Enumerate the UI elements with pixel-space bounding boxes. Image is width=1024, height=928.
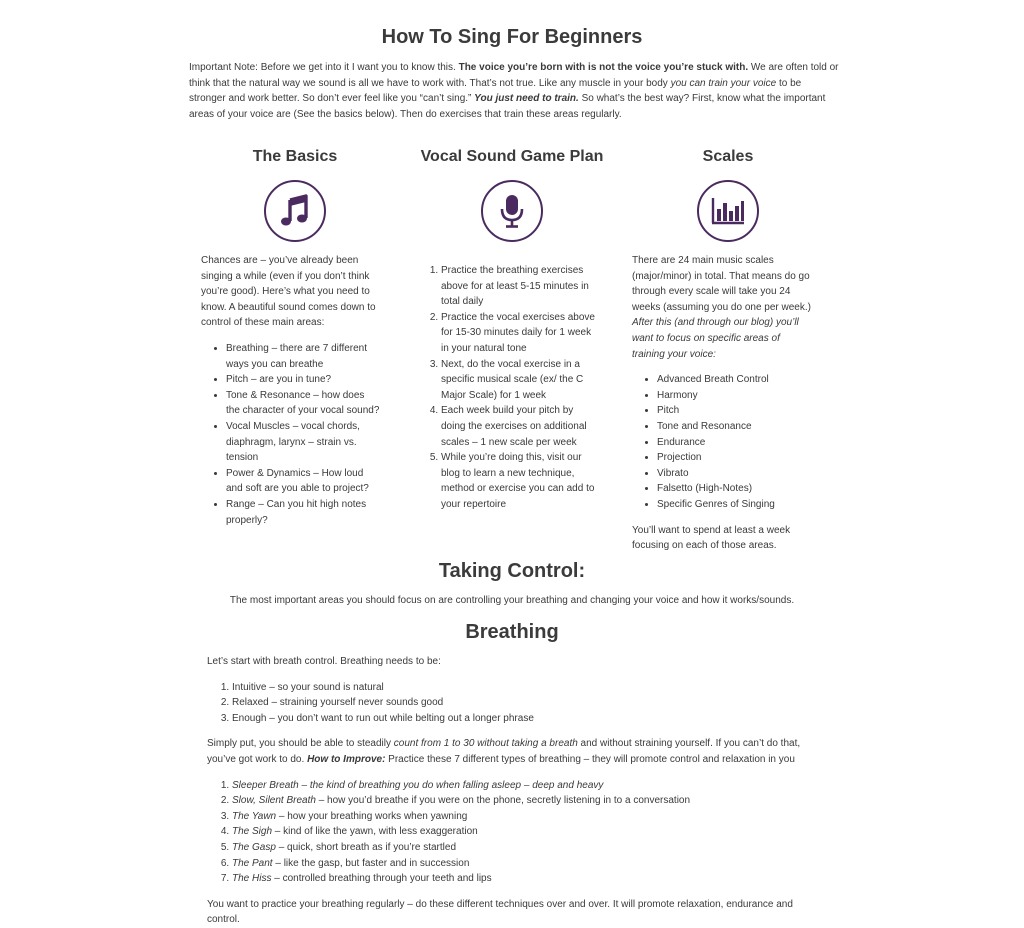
plan-list — [416, 263, 596, 513]
breathing-needs-list — [207, 680, 807, 727]
intro-italic: you can train your voice — [670, 77, 777, 89]
scales-text-italic: After this (and through our blog) you’ll want to focus on specific areas of training your voice: — [632, 317, 799, 360]
breathing-italic: count from 1 to 30 without taking a breath — [393, 738, 578, 750]
list-item: 4. Each week build your pitch by doing the exercises on additional scales – 1 new scale per week — [441, 403, 596, 450]
intro-bold: The voice you’re born with is not the voice you’re stuck with. — [458, 62, 749, 73]
list-item — [232, 824, 807, 840]
list-item: 5. While you’re doing this, visit our blog to learn a new technique, method or exercise you can add to your repertoire — [441, 450, 596, 512]
music-note-icon — [264, 180, 326, 242]
breath-type-name: Sleeper Breath – the kind of breathing you do when falling asleep – deep and heavy — [232, 779, 604, 791]
list-item — [232, 809, 807, 825]
breathing-types-list — [207, 778, 807, 887]
taking-control-heading: Taking Control: — [438, 560, 586, 582]
list-item: • Harmony — [657, 388, 812, 404]
breathing-text: and without straining yourself. If you can’t do that, you’ve got work to do. — [207, 738, 801, 765]
taking-control-text: The most important areas you should focus on are controlling your breathing and changing your voice and how it works/sounds. — [229, 595, 795, 606]
list-item: 1. Practice the breathing exercises above for at least 5-15 minutes in total daily — [441, 263, 596, 310]
intro-paragraph — [189, 60, 839, 122]
breathing-text: Practice these 7 different types of breathing – they will promote control and relaxation in you — [385, 753, 795, 765]
breath-type-desc: – kind of like the yawn, with less exaggeration — [272, 826, 478, 838]
list-item: 3. Enough – you don’t want to run out while belting out a longer phrase — [232, 711, 807, 727]
breath-type-desc: – how your breathing works when yawning — [276, 810, 468, 822]
breathing-bold-italic: How to Improve: — [307, 753, 386, 765]
breath-type-name: The Yawn — [232, 810, 277, 822]
breath-type-name: The Gasp — [232, 841, 276, 853]
intro-text: So what’s the best way? First, know what the important areas of your voice are (See the basics below). Then do exercises that train these areas regularly. — [189, 93, 826, 120]
basics-heading: The Basics — [252, 148, 338, 165]
list-item: • Breathing – there are 7 different ways you can breathe — [226, 341, 381, 372]
plan-body — [416, 263, 596, 513]
bar-chart-icon — [697, 180, 759, 242]
breath-type-desc: – controlled breathing through your teeth and lips — [271, 873, 492, 885]
intro-text: to be stronger and work better. So don’t ever feel like you “can’t sing.” — [189, 77, 802, 105]
breath-type-name: The Hiss — [232, 873, 272, 885]
basics-body — [201, 253, 381, 528]
list-item: • Specific Genres of Singing — [657, 497, 812, 513]
plan-heading: Vocal Sound Game Plan — [420, 148, 604, 165]
basics-column — [190, 146, 400, 242]
breath-type-desc: – like the gasp, but faster and in succession — [272, 857, 470, 869]
scales-body — [632, 253, 812, 554]
breathing-lead: Let’s start with breath control. Breathing needs to be: — [207, 656, 441, 667]
scales-column — [623, 146, 833, 242]
list-item — [232, 778, 807, 794]
list-item: 1. Intuitive – so your sound is natural — [232, 680, 807, 696]
list-item: • Pitch — [657, 403, 812, 419]
list-item: • Tone & Resonance – how does the character of your vocal sound? — [226, 388, 381, 419]
list-item: • Falsetto (High-Notes) — [657, 481, 812, 497]
list-item — [232, 840, 807, 856]
breathing-heading: Breathing — [465, 621, 559, 643]
breath-type-name: Slow, Silent Breath — [232, 795, 316, 807]
breath-type-desc: – how you’d breathe if you were on the phone, secretly listening in to a conversation — [315, 795, 691, 807]
intro-bold-italic: You just need to train. — [474, 93, 579, 105]
list-item: • Endurance — [657, 435, 812, 451]
list-item: • Projection — [657, 450, 812, 466]
basics-list — [201, 341, 381, 528]
intro-text: We are often told or think that the natural way we sound is all we have to work with. That’s not true. Like any muscle in your body — [189, 62, 839, 89]
list-item: • Power & Dynamics – How loud and soft are you able to project? — [226, 466, 381, 497]
list-item: 3. Next, do the vocal exercise in a specific musical scale (ex/ the C Major Scale) for 1 week — [441, 357, 596, 404]
microphone-icon — [481, 180, 543, 242]
breathing-paragraph — [207, 736, 807, 767]
plan-column — [407, 146, 617, 242]
list-item — [232, 871, 807, 887]
list-item: 2. Relaxed – straining yourself never sounds good — [232, 695, 807, 711]
list-item: 2. Practice the vocal exercises above for 15-30 minutes daily for 1 week in your natural tone — [441, 310, 596, 357]
breath-type-name: The Pant — [232, 857, 273, 869]
scales-text: There are 24 main music scales (major/minor) in total. That means do go through every scale will take you 24 weeks (assuming you do one per week.) — [632, 255, 811, 313]
breath-type-name: The Sigh — [232, 826, 273, 838]
list-item: • Pitch – are you in tune? — [226, 372, 381, 388]
list-item — [232, 856, 807, 872]
breathing-closing: You want to practice your breathing regularly – do these different techniques over and over. It will promote relaxation, endurance and control. — [207, 898, 793, 926]
list-item: • Advanced Breath Control — [657, 372, 812, 388]
breath-type-desc: – quick, short breath as if you’re startled — [275, 841, 457, 853]
scales-after-text: You’ll want to spend at least a week focusing on each of those areas. — [632, 524, 791, 552]
list-item: • Range – Can you hit high notes properly? — [226, 497, 381, 528]
scales-list — [632, 372, 812, 512]
basics-text: Chances are – you’ve already been singing a while (even if you don’t think you’re good). Here’s what you need to know. A beautiful sound comes down to control of these main areas: — [201, 255, 376, 329]
list-item: • Tone and Resonance — [657, 419, 812, 435]
list-item — [232, 793, 807, 809]
list-item: • Vibrato — [657, 466, 812, 482]
page-title: How To Sing For Beginners — [381, 26, 643, 48]
breathing-section — [207, 654, 807, 928]
list-item: • Vocal Muscles – vocal chords, diaphragm, larynx – strain vs. tension — [226, 419, 381, 466]
scales-heading: Scales — [702, 148, 754, 165]
breathing-text: Simply put, you should be able to steadily — [207, 738, 394, 750]
intro-text: Important Note: Before we get into it I want you to know this. — [189, 62, 459, 73]
